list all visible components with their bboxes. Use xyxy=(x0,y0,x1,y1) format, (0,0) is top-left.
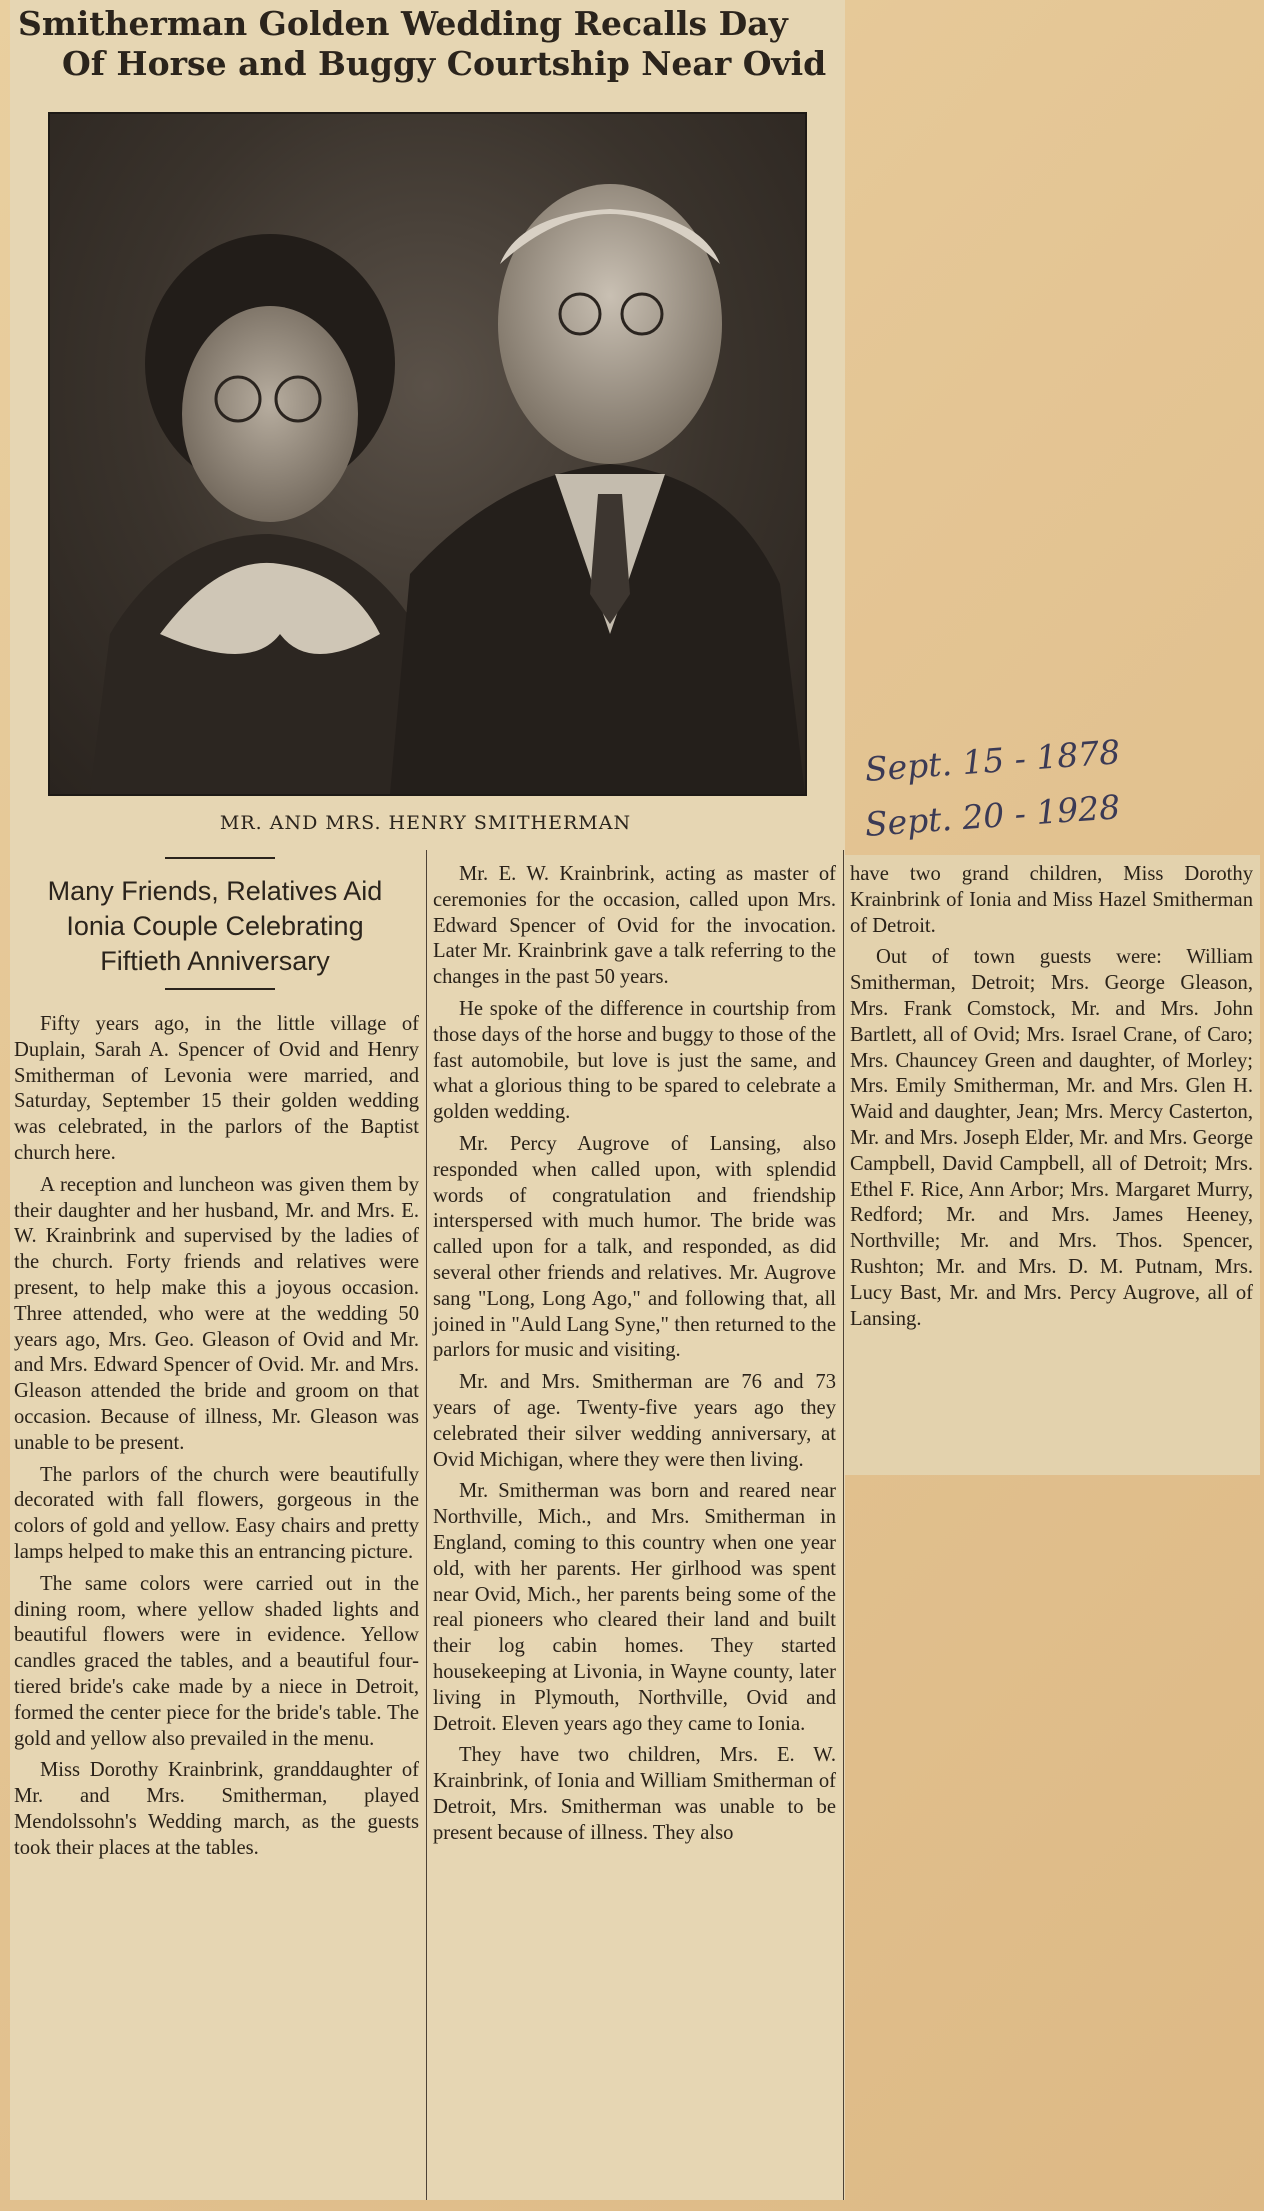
paragraph: have two grand children, Miss Dorothy Krainbrink of Ionia and Miss Hazel Smitherman of Detroit. xyxy=(850,863,1253,937)
divider xyxy=(165,857,275,859)
column-rule xyxy=(843,850,844,2200)
paragraph: The parlors of the church were beautifully decorated with fall flowers, gorgeous in the colors of gold and yellow. Easy chairs and pretty lamps helped to make this an entrancing picture. xyxy=(14,1463,419,1563)
subheadline-line-3: Fiftieth Anniversary xyxy=(100,946,330,976)
headline-line-1: Smitherman Golden Wedding Recalls Day xyxy=(18,4,788,43)
paragraph: Mr. Percy Augrove of Lansing, also responded when called upon, with splendid words of congratulation and friendship interspersed with much humor. The bride was called upon for a talk, and responded, as did several other friends and relatives. Mr. Augrove sang "Long, Long Ago," and following that, all joined in "Auld Lang Syne," then returned to the parlors for music and visiting. xyxy=(433,1132,836,1362)
paragraph: Mr. E. W. Krainbrink, acting as master of ceremonies for the occasion, called upon Mrs. Edward Spencer of Ovid for the invocation. Later Mr. Krainbrink gave a talk referring to the changes in the past 50 years. xyxy=(433,863,836,989)
paragraph: They have two children, Mrs. E. W. Krainbrink, of Ionia and William Smitherman of Detroit, Mrs. Smitherman was unable to be present because of illness. They also xyxy=(433,1744,836,1844)
article-column-2 xyxy=(433,862,836,1852)
couple-photo xyxy=(48,112,807,796)
article-column-1 xyxy=(14,1012,419,1868)
headline-line-2: Of Horse and Buggy Courtship Near Ovid xyxy=(62,44,827,83)
paragraph: The same colors were carried out in the dining room, where yellow shaded lights and beautiful flowers were in evidence. Yellow candles graced the tables, and a beautiful four-tiered bride's cake made by a niece in Detroit, formed the center piece for the bride's table. The gold and yellow also prevailed in the menu. xyxy=(14,1572,419,1750)
paragraph: Mr. Smitherman was born and reared near Northville, Mich., and Mrs. Smitherman in England, coming to this country when one year old, with her parents. Her girlhood was spent near Ovid, Mich., her parents being some of the real pioneers who cleared their land and built their log cabin homes. They started housekeeping at Livonia, in Wayne county, later living in Plymouth, Northville, Ovid and Detroit. Eleven years ago they came to Ionia. xyxy=(433,1480,836,1735)
photo-caption: MR. AND MRS. HENRY SMITHERMAN xyxy=(219,812,632,834)
subheadline-line-1: Many Friends, Relatives Aid xyxy=(47,876,383,906)
handwritten-date-1: Sept. 15 - 1878 xyxy=(863,732,1122,789)
subheadline-line-2: Ionia Couple Celebrating xyxy=(66,911,364,941)
divider xyxy=(165,988,275,990)
paragraph: Mr. and Mrs. Smitherman are 76 and 73 years of age. Twenty-five years ago they celebrated their silver wedding anniversary, at Ovid Michigan, where they were then living. xyxy=(433,1371,836,1471)
couple-photo-illustration xyxy=(50,114,805,794)
headline xyxy=(18,4,838,84)
paragraph: Fifty years ago, in the little village of Duplain, Sarah A. Spencer of Ovid and Henry Smitherman of Levonia were married, and Saturday, September 15 their golden wedding was celebrated, in the parlors of the Baptist church here. xyxy=(14,1013,419,1164)
article-column-3 xyxy=(850,862,1253,1338)
handwritten-date-2: Sept. 20 - 1928 xyxy=(863,787,1122,844)
subheadline xyxy=(10,874,420,979)
paragraph: Miss Dorothy Krainbrink, granddaughter of Mr. and Mrs. Smitherman, played Mendolssohn's Wedding march, as the guests took their places at the tables. xyxy=(14,1759,419,1859)
paragraph: Out of town guests were: William Smitherman, Detroit; Mrs. George Gleason, Mrs. Frank Comstock, Mr. and Mrs. John Bartlett, all of Ovid; Mrs. Israel Crane, of Caro; Mrs. Chauncey Green and daughter, of Morley; Mrs. Emily Smitherman, Mr. and Mrs. Glen H. Waid and daughter, Jean; Mrs. Mercy Casterton, Mr. and Mrs. Joseph Elder, Mr. and Mrs. George Campbell, David Campbell, all of Detroit; Mrs. Ethel F. Rice, Ann Arbor; Mrs. Margaret Murry, Redford; Mr. and Mrs. James Heeney, Northville; Mr. and Mrs. Thos. Spencer, Rushton; Mr. and Mrs. D. M. Putnam, Mrs. Lucy Bast, Mr. and Mrs. Percy Augrove, all of Lansing. xyxy=(850,946,1253,1330)
paragraph: A reception and luncheon was given them by their daughter and her husband, Mr. and Mrs. E. W. Krainbrink and supervised by the ladies of the church. Forty friends and relatives were present, to help make this a joyous occasion. Three attended, who were at the wedding 50 years ago, Mrs. Geo. Gleason of Ovid and Mr. and Mrs. Edward Spencer of Ovid. Mr. and Mrs. Gleason attended the bride and groom on that occasion. Because of illness, Mr. Gleason was unable to be present. xyxy=(14,1173,419,1454)
column-rule xyxy=(426,850,427,2200)
paragraph: He spoke of the difference in courtship from those days of the horse and buggy to those of the fast automobile, but love is just the same, and what a glorious thing to be spared to celebrate a golden wedding. xyxy=(433,997,836,1124)
